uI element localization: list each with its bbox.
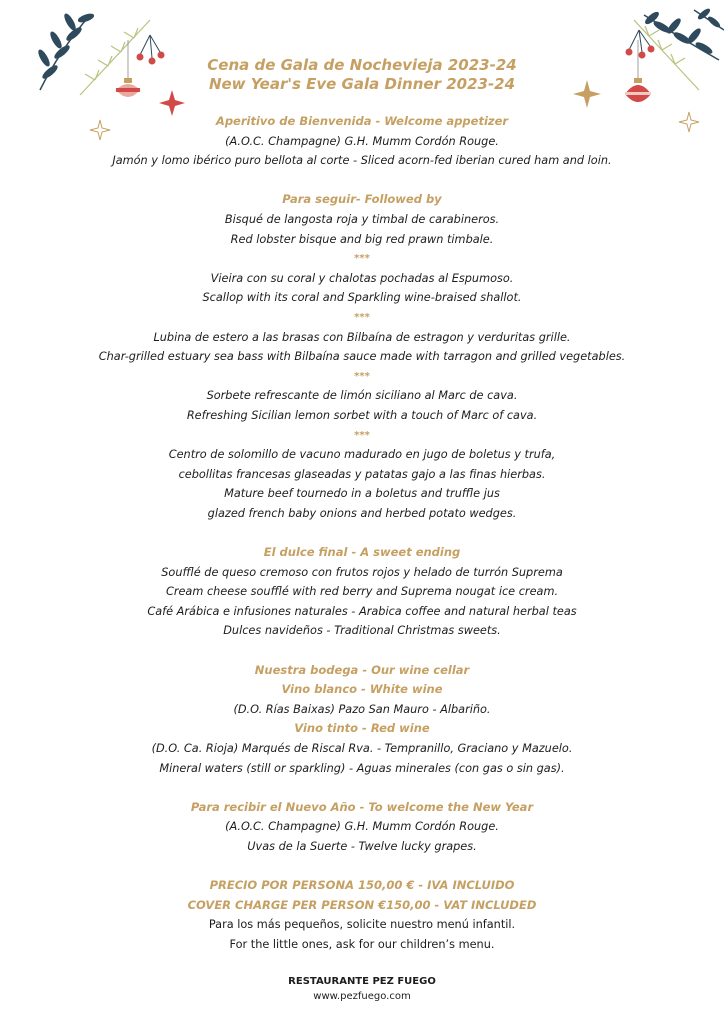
course-separator: *** [354,253,370,265]
section-heading: Para recibir el Nuevo Año - To welcome the New Year [190,799,534,814]
menu-line: Café Arábica e infusiones naturales - Arabica coffee and natural herbal teas [147,604,577,618]
section-heading: Nuestra bodega - Our wine cellar [254,662,470,677]
menu-line: Mineral waters (still or sparkling) - Aguas minerales (con gas o sin gas). [159,761,565,775]
section-nuevo-ano [0,798,724,857]
menu-line: Sorbete refrescante de limón siciliano al Marc de cava. [206,389,518,403]
menu-line: Jamón y lomo ibérico puro bellota al corte - Sliced acorn-fed iberian cured ham and loin. [112,154,612,168]
menu-line: Bisqué de langosta roja y timbal de carabineros. [224,212,500,226]
kids-note-english: For the little ones, ask for our children’s menu. [229,937,495,951]
menu-line: Red lobster bisque and big red prawn timbale. [230,232,494,246]
section-aperitivo [0,112,724,171]
menu-line: Lubina de estero a las brasas con Bilbaína de estragon y verduritas grille. [153,330,571,344]
menu-line: (A.O.C. Champagne) G.H. Mumm Cordón Rouge. [225,820,499,834]
menu-line: (D.O. Ca. Rioja) Marqués de Riscal Rva. - Tempranillo, Graciano y Mazuelo. [151,742,573,755]
restaurant-name: RESTAURANTE PEZ FUEGO [288,976,436,987]
menu-line: cebollitas francesas glaseadas y patatas gajo a las finas hierbas. [178,467,546,481]
kids-note-spanish: Para los más pequeños, solicite nuestro menú infantil. [208,918,516,932]
menu-line: Centro de solomillo de vacuno madurado en jugo de boletus y trufa, [168,448,556,462]
menu-line: Vieira con su coral y chalotas pochadas al Espumoso. [210,271,514,285]
subsection-heading: Vino blanco - White wine [281,682,443,697]
menu-line: Cream cheese soufflé with red berry and Suprema nougat ice cream. [165,585,559,599]
website-link[interactable]: www.pezfuego.com [313,991,411,1002]
menu-line: Scallop with its coral and Sparkling wine-braised shallot. [202,291,522,305]
section-bodega [0,661,724,779]
menu-line: glazed french baby onions and herbed potato wedges. [207,506,517,520]
price-spanish: PRECIO POR PERSONA 150,00 € - IVA INCLUIDO [209,878,515,893]
menu-line: Soufflé de queso cremoso con frutos rojos y helado de turrón Suprema [161,565,563,579]
price-english: COVER CHARGE PER PERSON €150,00 - VAT INCLUDED [187,897,537,912]
menu-line: Refreshing Sicilian lemon sorbet with a touch of Marc of cava. [186,408,538,422]
menu-title [0,56,724,94]
subsection-heading: Vino tinto - Red wine [294,721,430,736]
footer [0,974,724,1004]
section-seguir [0,190,724,523]
section-heading: Para seguir- Followed by [282,192,442,207]
course-separator: *** [354,370,370,382]
course-separator: *** [354,429,370,441]
title-spanish: Cena de Gala de Nochevieja 2023-24 [207,56,517,74]
section-pricing [0,876,724,954]
section-dulce [0,543,724,641]
fir-branch-icon [644,8,724,60]
menu-body [0,112,724,955]
menu-line: (A.O.C. Champagne) G.H. Mumm Cordón Rouge. [225,134,499,148]
menu-line: Dulces navideños - Traditional Christmas sweets. [223,624,501,638]
menu-line: (D.O. Rías Baixas) Pazo San Mauro - Albariño. [233,702,491,716]
menu-line: Uvas de la Suerte - Twelve lucky grapes. [247,839,477,853]
menu-line: Mature beef tournedo in a boletus and truffle jus [224,487,500,501]
course-separator: *** [354,311,370,323]
berries-icon [626,30,655,59]
title-english: New Year's Eve Gala Dinner 2023-24 [208,75,516,93]
section-heading: El dulce final - A sweet ending [263,545,461,560]
menu-line: Char-grilled estuary sea bass with Bilbaína sauce made with tarragon and grilled vegetables. [98,350,626,364]
section-heading: Aperitivo de Bienvenida - Welcome appetizer [215,114,509,128]
